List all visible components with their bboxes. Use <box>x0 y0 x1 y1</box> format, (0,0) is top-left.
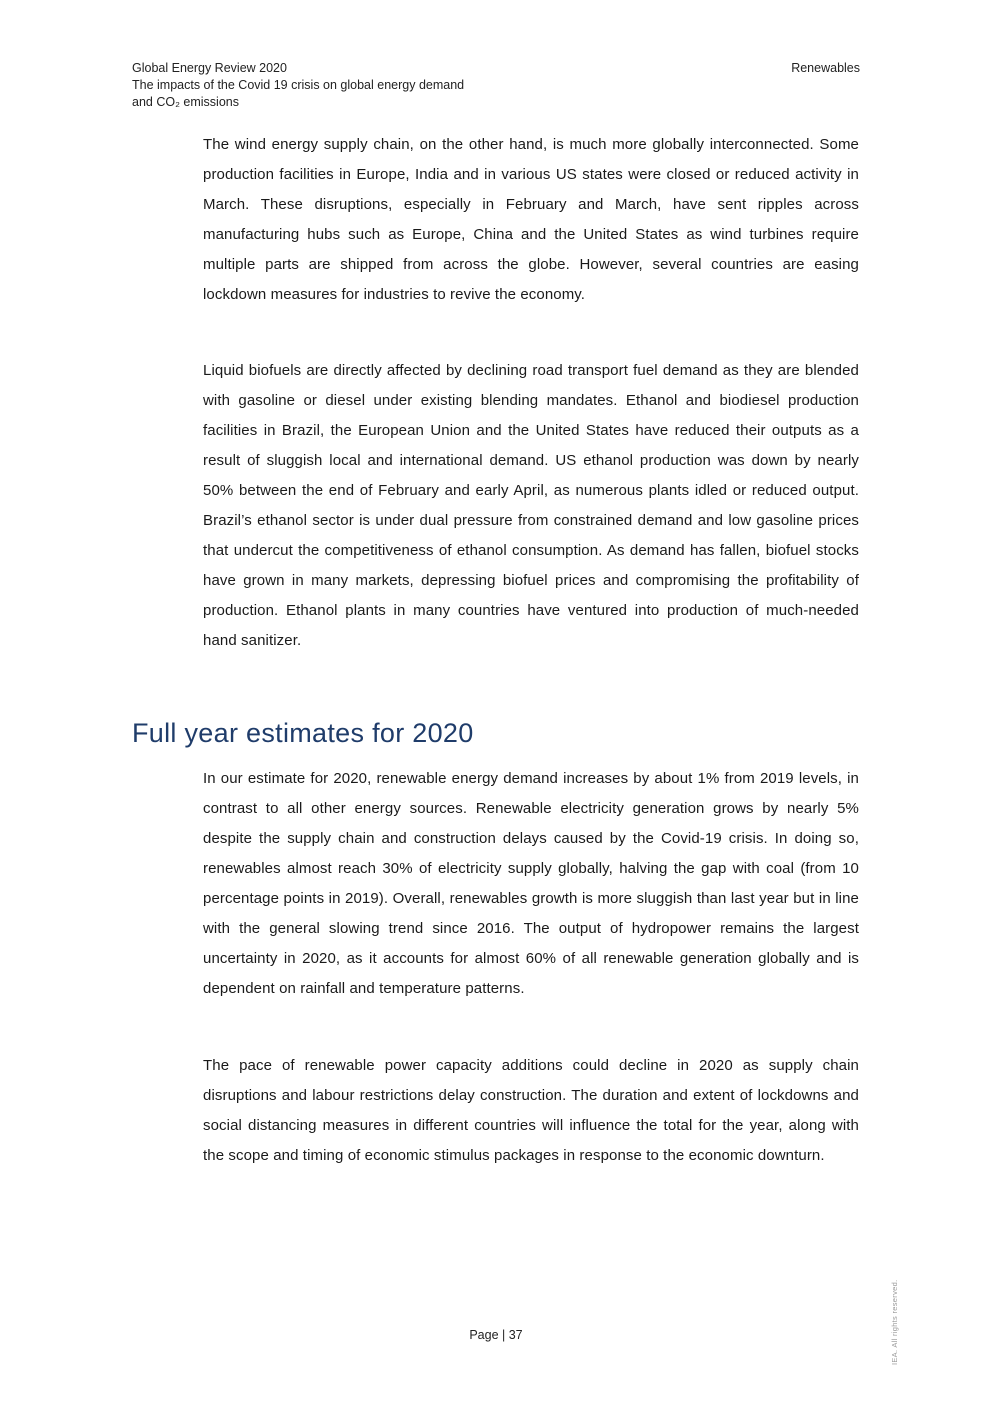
paragraph-capacity-additions: The pace of renewable power capacity additions could decline in 2020 as supply chain disruptions and labour restrictions delay construction. The duration and extent of lockdowns and social distancing measures in different countries will influence the total for the year, along with the scope and timing of economic stimulus packages in response to the economic downturn. <box>203 1057 859 1164</box>
document-header <box>132 60 464 111</box>
section-label: Renewables <box>791 61 860 75</box>
report-title: Global Energy Review 2020 <box>132 61 287 75</box>
paragraph-renewable-demand-estimate: In our estimate for 2020, renewable energy demand increases by about 1% from 2019 levels, in contrast to all other energy sources. Renewable electricity generation grows by nearly 5% despite the supply chain and construction delays caused by the Covid-19 crisis. In doing so, renewables almost reach 30% of electricity supply globally, halving the gap with coal (from 10 percentage points in 2019). Overall, renewables growth is more sluggish than last year but in line with the general slowing trend since 2016. The output of hydropower remains the largest uncertainty in 2020, as it accounts for almost 60% of all renewable generation globally and is dependent on rainfall and temperature patterns. <box>203 770 859 997</box>
page-number: Page | 37 <box>469 1328 523 1342</box>
paragraph-wind-supply-chain: The wind energy supply chain, on the other hand, is much more globally interconnected. Some production facilities in Europe, India and in various US states were closed or reduced activity in March. These disruptions, especially in February and March, have sent ripples across manufacturing hubs such as Europe, China and the United States as wind turbines require multiple parts are shipped from across the globe. However, several countries are easing lockdown measures for industries to revive the economy. <box>203 136 859 303</box>
copyright-notice: IEA. All rights reserved. <box>890 1279 899 1365</box>
paragraph-liquid-biofuels: Liquid biofuels are directly affected by declining road transport fuel demand as they are blended with gasoline or diesel under existing blending mandates. Ethanol and biodiesel production facilities in Brazil, the European Union and the United States have reduced their outputs as a result of sluggish local and international demand. US ethanol production was down by nearly 50% between the end of February and early April, as numerous plants idled or reduced output. Brazil’s ethanol sector is under dual pressure from constrained demand and low gasoline prices that undercut the competitiveness of ethanol consumption. As demand has fallen, biofuel stocks have grown in many markets, depressing biofuel prices and compromising the profitability of production. Ethanol plants in many countries have ventured into production of much-needed hand sanitizer. <box>203 362 859 649</box>
section-heading: Full year estimates for 2020 <box>132 718 474 748</box>
report-subtitle-line2: and CO₂ emissions <box>132 95 239 109</box>
report-subtitle-line1: The impacts of the Covid 19 crisis on global energy demand <box>132 78 465 92</box>
